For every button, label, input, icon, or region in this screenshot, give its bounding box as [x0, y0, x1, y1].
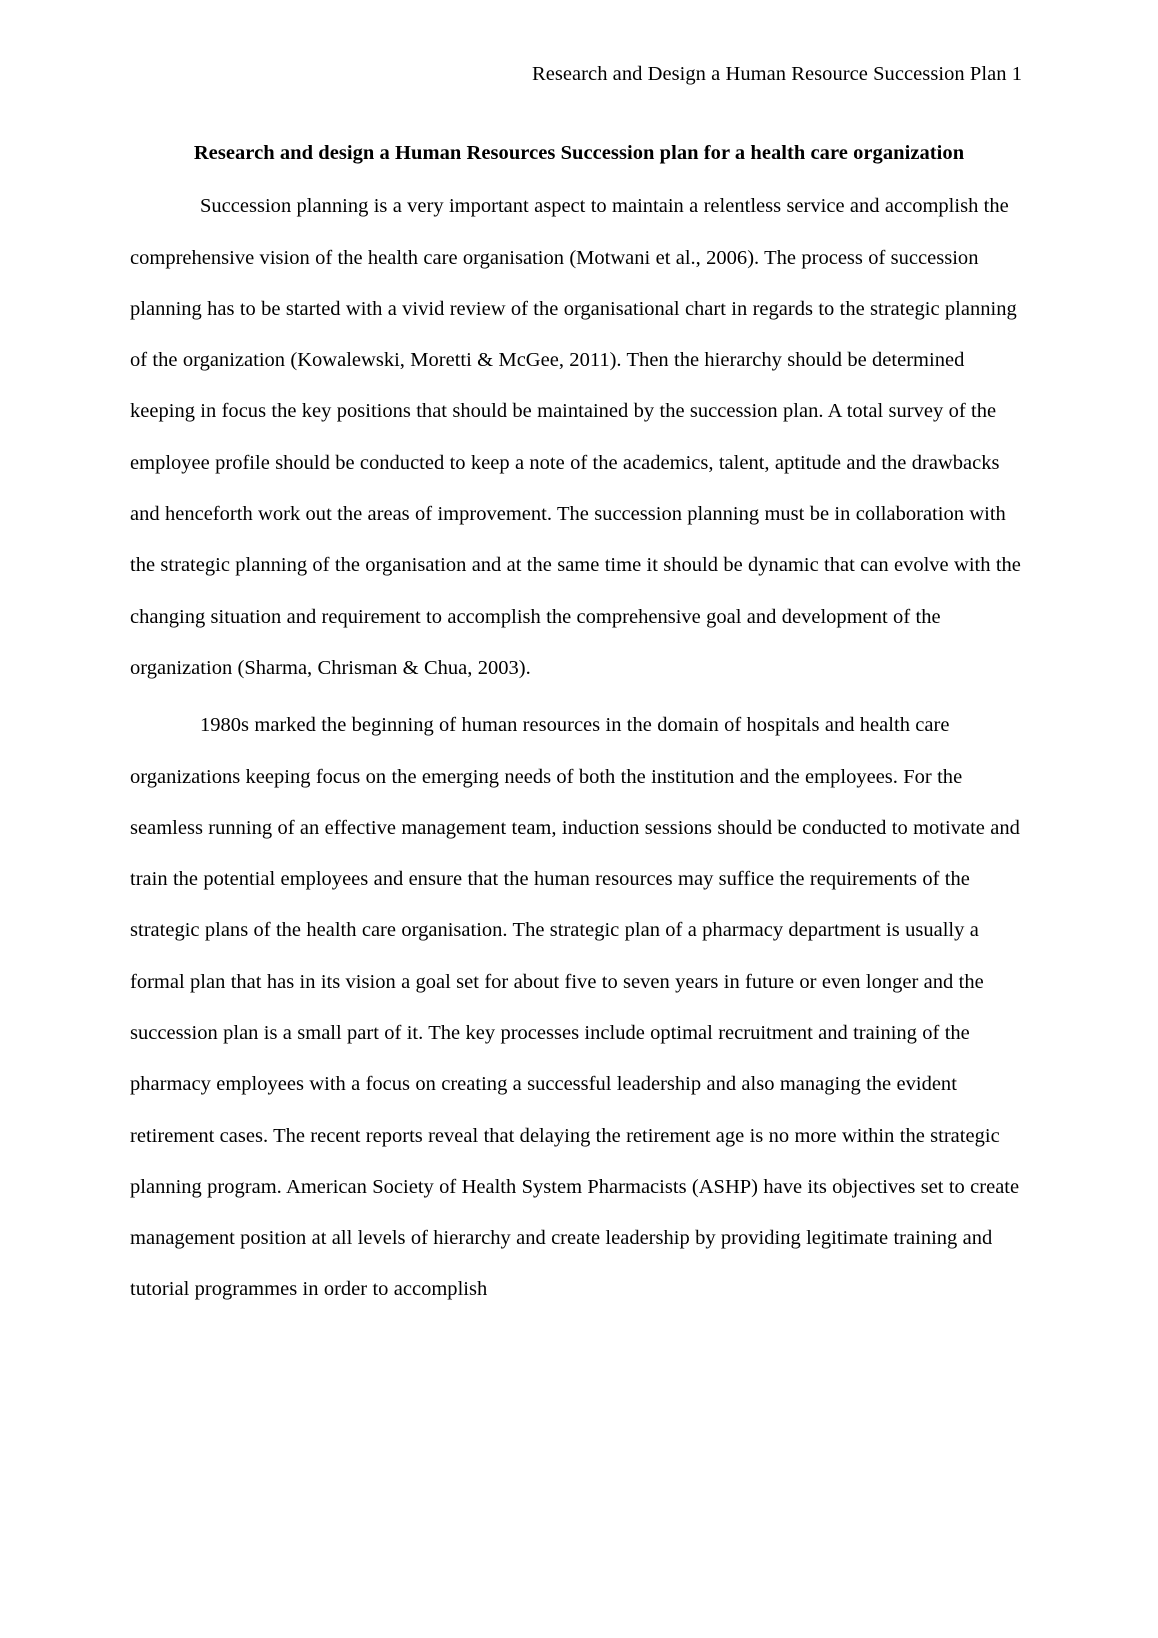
running-head: Research and Design a Human Resource Succession Plan 1 — [531, 63, 1022, 85]
body-paragraph-2: 1980s marked the beginning of human resources in the domain of hospitals and health care organizations keeping focus on the emerging needs of both the institution and the employees. For the seamless running of an effective management team, induction sessions should be conducted to motivate and train the potential employees and ensure that the human resources may suffice the requirements of the strategic plans of the health care organisation. The strategic plan of a pharmacy department is usually a formal plan that has in its vision a goal set for about five to seven years in future or even longer and the succession plan is a small part of it. The key processes include optimal recruitment and training of the pharmacy employees with a focus on creating a successful leadership and also managing the evident retirement cases. The recent reports reveal that delaying the retirement age is no more within the strategic planning program. American Society of Health System Pharmacists (ASHP) have its objectives set to create management position at all levels of hierarchy and create leadership by providing legitimate training and tutorial programmes in order to accomplish — [130, 714, 1020, 1301]
page-title: Research and design a Human Resources Succession plan for a health care organization — [193, 141, 965, 164]
body-paragraph-1: Succession planning is a very important aspect to maintain a relentless service and accomplish the comprehensive vision of the health care organisation (Motwani et al., 2006). The process of succession planning has to be started with a vivid review of the organisational chart in regards to the strategic planning of the organization (Kowalewski, Moretti & McGee, 2011). Then the hierarchy should be determined keeping in focus the key positions that should be maintained by the succession plan. A total survey of the employee profile should be conducted to keep a note of the academics, talent, aptitude and the drawbacks and henceforth work out the areas of improvement. The succession planning must be in collaboration with the strategic planning of the organisation and at the same time it should be dynamic that can evolve with the changing situation and requirement to accomplish the comprehensive goal and development of the organization (Sharma, Chrisman & Chua, 2003). — [130, 195, 1021, 679]
